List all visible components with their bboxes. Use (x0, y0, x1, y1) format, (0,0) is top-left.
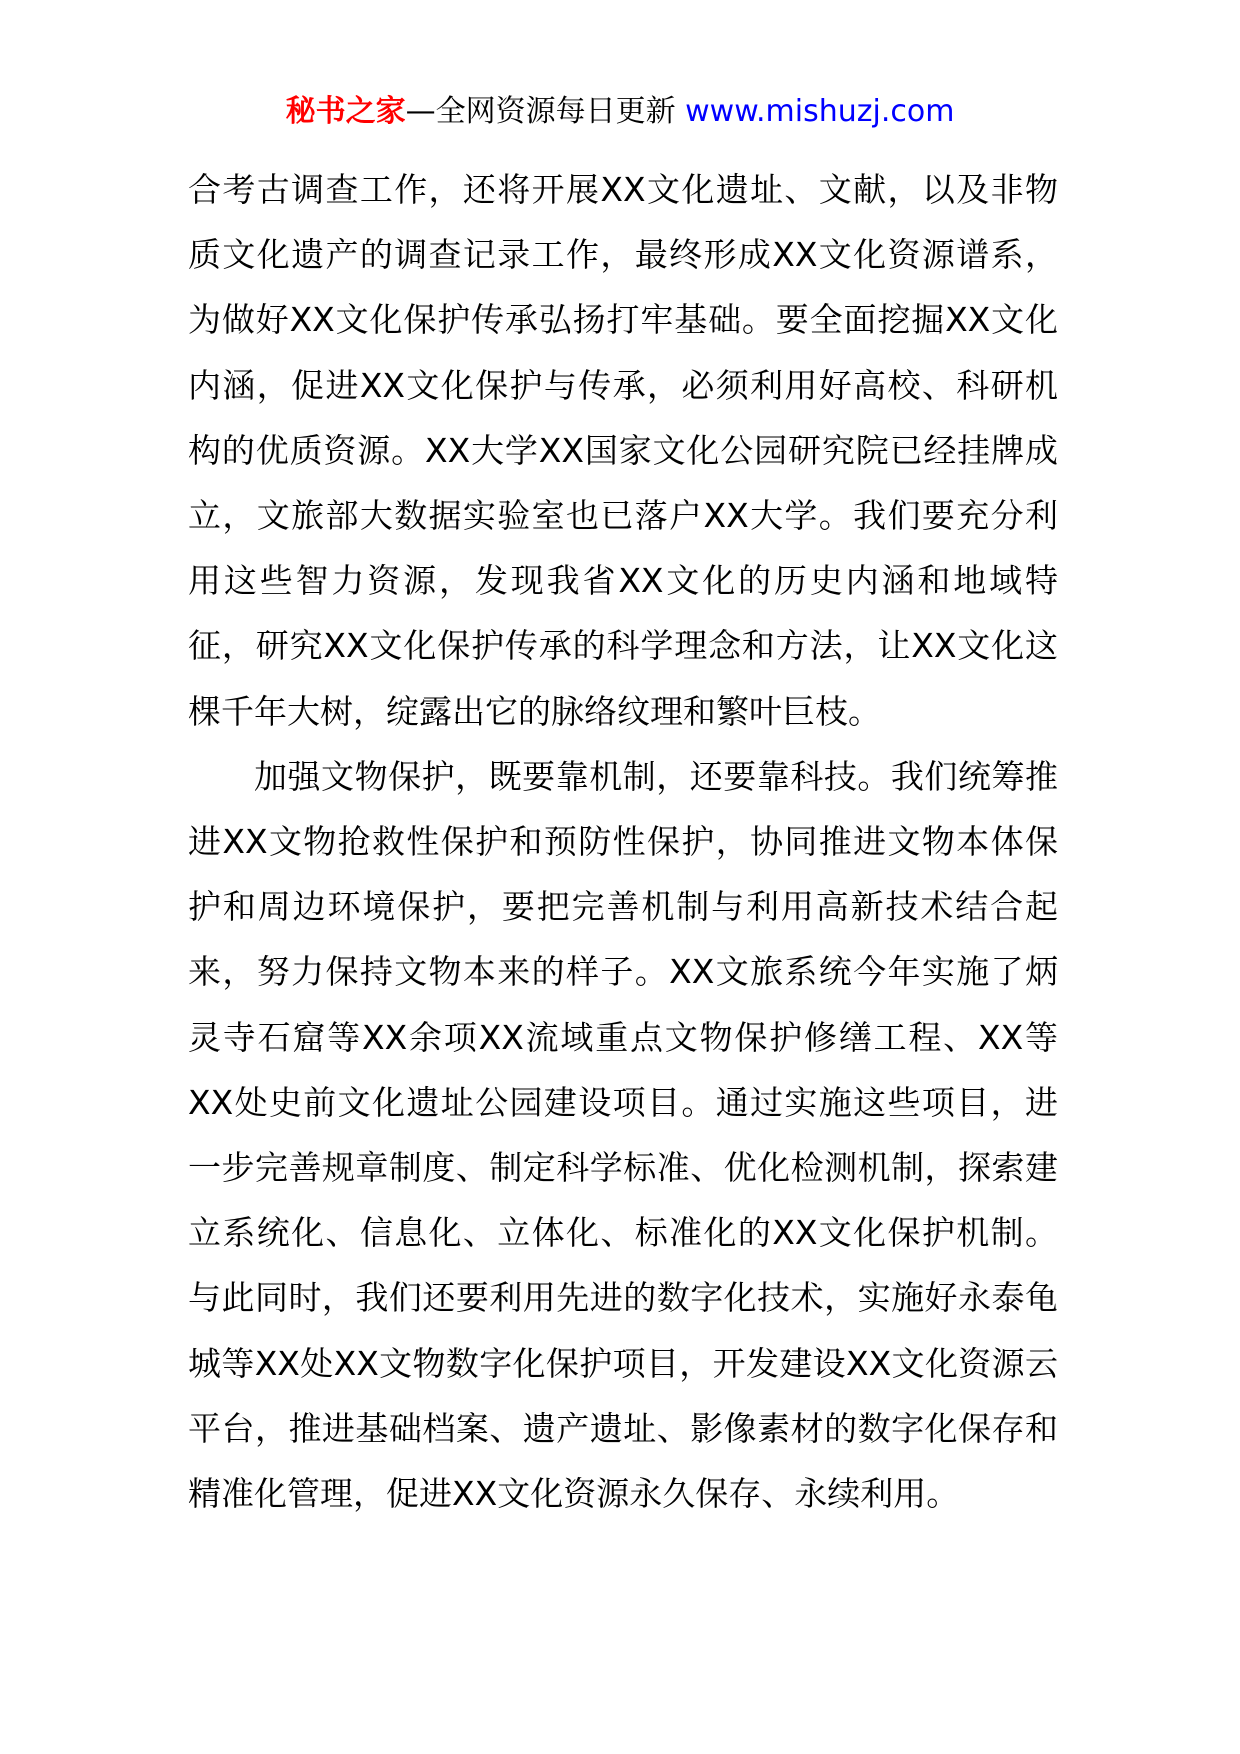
document-body (188, 157, 1058, 1526)
brand-name: 秘书之家 (285, 94, 406, 129)
paragraph-1: 合考古调查工作，还将开展XX文化遗址、文献，以及非物质文化遗产的调查记录工作，最终形成XX文化资源谱系，为做好XX文化保护传承弘扬打牢基础。要全面挖掘XX文化内涵，促进XX文化保护与传承，必须利用好高校、科研机构的优质资源。XX大学XX国家文化公园研究院已经挂牌成立，文旅部大数据实验室也已落户XX大学。我们要充分利用这些智力资源，发现我省XX文化的历史内涵和地域特征，研究XX文化保护传承的科学理念和方法，让XX文化这棵千年大树，绽露出它的脉络纹理和繁叶巨枝。 (188, 170, 1058, 731)
page-header (0, 92, 1240, 132)
website-link[interactable]: www.mishuzj.com (685, 94, 955, 129)
header-tagline: —全网资源每日更新 (405, 94, 686, 129)
paragraph-2: 加强文物保护，既要靠机制，还要靠科技。我们统筹推进XX文物抢救性保护和预防性保护，协同推进文物本体保护和周边环境保护，要把完善机制与利用高新技术结合起来，努力保持文物本来的样子。XX文旅系统今年实施了炳灵寺石窟等XX余项XX流域重点文物保护修缮工程、XX等XX处史前文化遗址公园建设项目。通过实施这些项目，进一步完善规章制度、制定科学标准、优化检测机制，探索建立系统化、信息化、立体化、标准化的XX文化保护机制。与此同时，我们还要利用先进的数字化技术，实施好永泰龟城等XX处XX文物数字化保护项目，开发建设XX文化资源云平台，推进基础档案、遗产遗址、影像素材的数字化保存和精准化管理，促进XX文化资源永久保存、永续利用。 (188, 756, 1058, 1514)
